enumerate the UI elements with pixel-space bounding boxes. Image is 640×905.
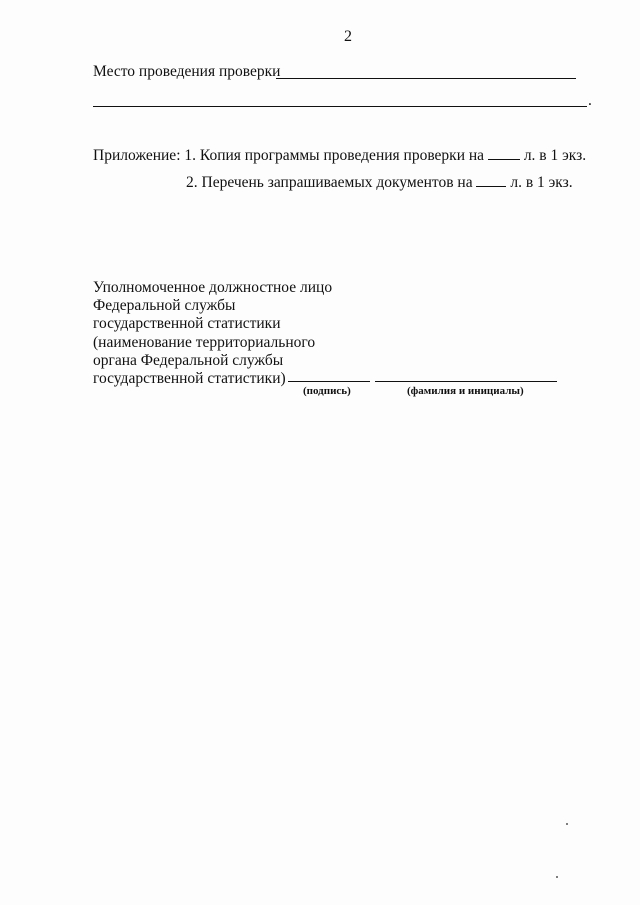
official-line: государственной статистики): [93, 370, 286, 388]
scan-speck: [556, 876, 558, 878]
attachment-item-1: 1. Копия программы проведения проверки на: [184, 147, 485, 164]
name-field-line[interactable]: [375, 381, 557, 382]
attachment-2-suffix: л. в 1 экз.: [510, 174, 573, 191]
attachment-2-sheets-field[interactable]: [476, 174, 506, 187]
attachment-line-1: [93, 147, 586, 165]
attachments-prefix: Приложение:: [93, 147, 181, 164]
place-label: Место проведения проверки: [93, 63, 281, 80]
signature-field-line[interactable]: [288, 381, 370, 382]
place-field-line-2[interactable]: [93, 106, 587, 107]
official-line: Федеральной службы: [93, 297, 236, 315]
place-field-line[interactable]: [276, 78, 576, 79]
official-block: [93, 279, 332, 388]
place-end-mark: .: [588, 92, 592, 109]
attachment-item-2: 2. Перечень запрашиваемых документов на: [186, 174, 473, 191]
official-line: органа Федеральной службы: [93, 351, 284, 369]
official-line: государственной статистики: [93, 315, 281, 333]
attachment-line-2: [186, 174, 573, 192]
official-line: Уполномоченное должностное лицо: [93, 279, 333, 296]
attachment-1-sheets-field[interactable]: [488, 147, 520, 160]
page-number: 2: [344, 28, 352, 45]
official-line: (наименование территориального: [93, 333, 316, 351]
name-caption: (фамилия и инициалы): [407, 385, 524, 397]
signature-caption: (подпись): [303, 385, 351, 397]
attachment-1-suffix: л. в 1 экз.: [523, 147, 587, 164]
scan-speck: [566, 823, 568, 825]
